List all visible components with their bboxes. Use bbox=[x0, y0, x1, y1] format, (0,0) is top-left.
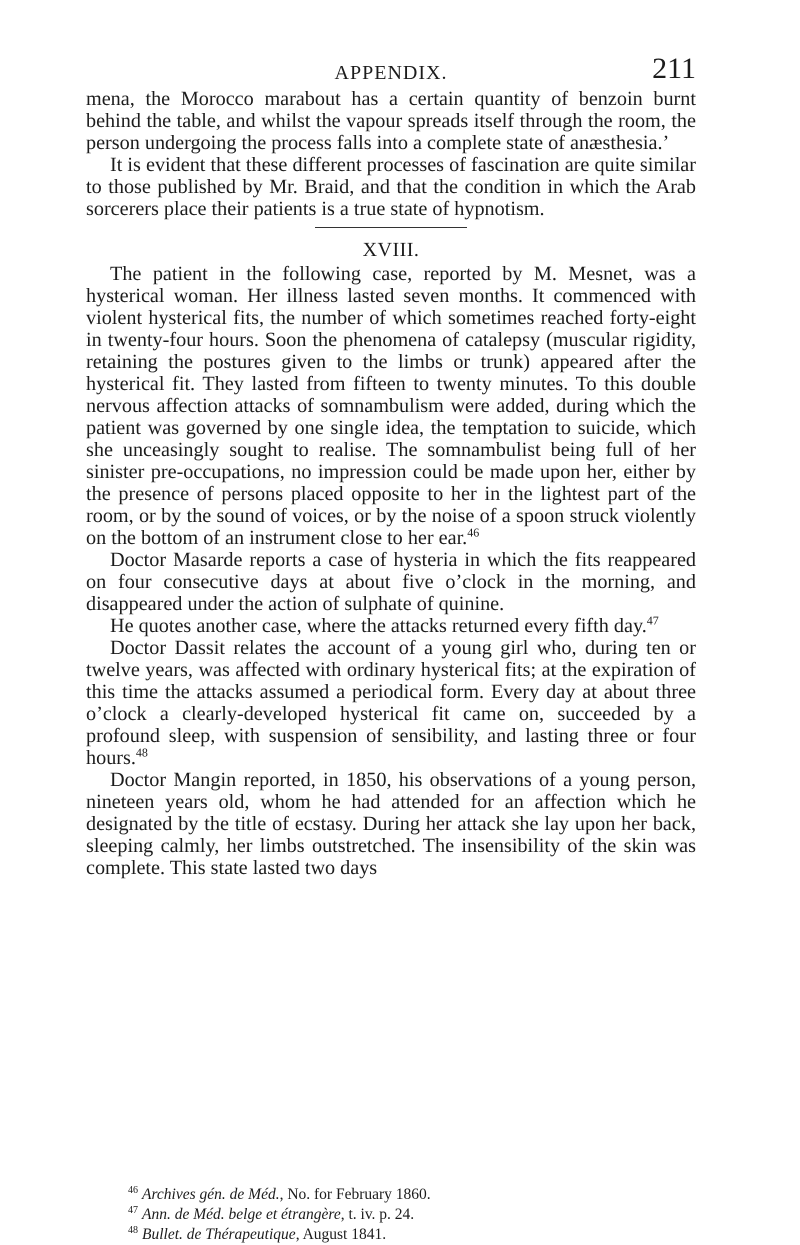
paragraph bbox=[86, 637, 696, 769]
paragraph bbox=[86, 263, 696, 549]
paragraph-text: Doctor Dassit relates the account of a young girl who, during ten or twelve years, was affected with ordinary hysterical fits; at the expiration of this time the attacks assumed a periodical form. Every day at about three o’clock a clearly-developed hysterical fit came on, succeeded by a profound sleep, with suspension of sensibility, and lasting three or four hours. bbox=[86, 637, 696, 769]
footnote-reference: 46 bbox=[467, 525, 480, 540]
footnote-source-detail: , No. for February 1860. bbox=[279, 1186, 431, 1203]
footnote-source-title: Bullet. de Thérapeutique bbox=[142, 1226, 296, 1243]
paragraph-text: The patient in the following case, reported by M. Mesnet, was a hysterical woman. Her illness lasted seven months. It commenced with violent hysterical fits, the number of which sometimes reached forty-eight in twenty-four hours. Soon the phenomena of catalepsy (muscular rigidity, retaining the postures given to the limbs or trunk) appeared after the hysterical fit. They lasted from fifteen to twenty minutes. To this double nervous affection attacks of somnambulism were added, during which the patient was governed by one single idea, the temptation to suicide, which she unceasingly sought to realise. The somnambulist being full of her sinister pre-occupations, no impression could be made upon her, either by the presence of persons placed opposite to her in the lightest part of the room, or by the sound of voices, or by the noise of a spoon struck violently on the bottom of an instrument close to her ear. bbox=[86, 263, 696, 549]
section-heading: XVIII. bbox=[362, 239, 420, 261]
page-number: 211 bbox=[652, 52, 696, 85]
footnote-number: 47 bbox=[128, 1204, 138, 1216]
footnote-number: 46 bbox=[128, 1184, 138, 1196]
paragraph bbox=[86, 769, 696, 879]
paragraph-text: Doctor Mangin reported, in 1850, his observations of a young person, nineteen years old, whom he had attended for an affection which he designated by the title of ecstasy. During her attack she lay upon her back, sleeping calmly, her limbs outstretched. The insensibility of the skin was complete. This state lasted two days bbox=[86, 769, 696, 879]
footnote-reference: 48 bbox=[135, 745, 148, 760]
paragraph: It is evident that these different processes of fascination are quite similar to those published by Mr. Braid, and that the condition in which the Arab sorcerers place their patients is a true state of hypnotism. bbox=[86, 154, 696, 220]
running-head bbox=[86, 52, 696, 88]
running-head-title: APPENDIX. bbox=[334, 62, 448, 84]
footnote-source-detail: , t. iv. p. 24. bbox=[340, 1206, 415, 1223]
section-divider bbox=[315, 227, 467, 228]
footnote bbox=[128, 1185, 688, 1205]
footnote-source-title: Ann. de Méd. belge et étrangère bbox=[142, 1206, 341, 1223]
footnote bbox=[128, 1225, 688, 1245]
paragraph bbox=[86, 549, 696, 615]
paragraph-text: He quotes another case, where the attacks returned every fifth day. bbox=[110, 615, 647, 637]
footnote-reference: 47 bbox=[646, 613, 659, 628]
footnotes bbox=[128, 1185, 688, 1245]
footnote bbox=[128, 1205, 688, 1225]
footnote-source-title: Archives gén. de Méd. bbox=[142, 1186, 280, 1203]
footnote-number: 48 bbox=[128, 1224, 138, 1236]
footnote-source-detail: , August 1841. bbox=[295, 1226, 387, 1243]
body-text bbox=[86, 88, 696, 879]
paragraph bbox=[86, 615, 696, 637]
paragraph-continued: mena, the Morocco marabout has a certain quantity of benzoin burnt behind the table, and whilst the vapour spreads itself through the room, the person undergoing the process falls into a complete state of anæsthesia.’ bbox=[86, 88, 696, 154]
paragraph-text: Doctor Masarde reports a case of hysteria in which the fits reappeared on four consecutive days at about five o’clock in the morning, and disappeared under the action of sulphate of quinine. bbox=[86, 549, 696, 615]
